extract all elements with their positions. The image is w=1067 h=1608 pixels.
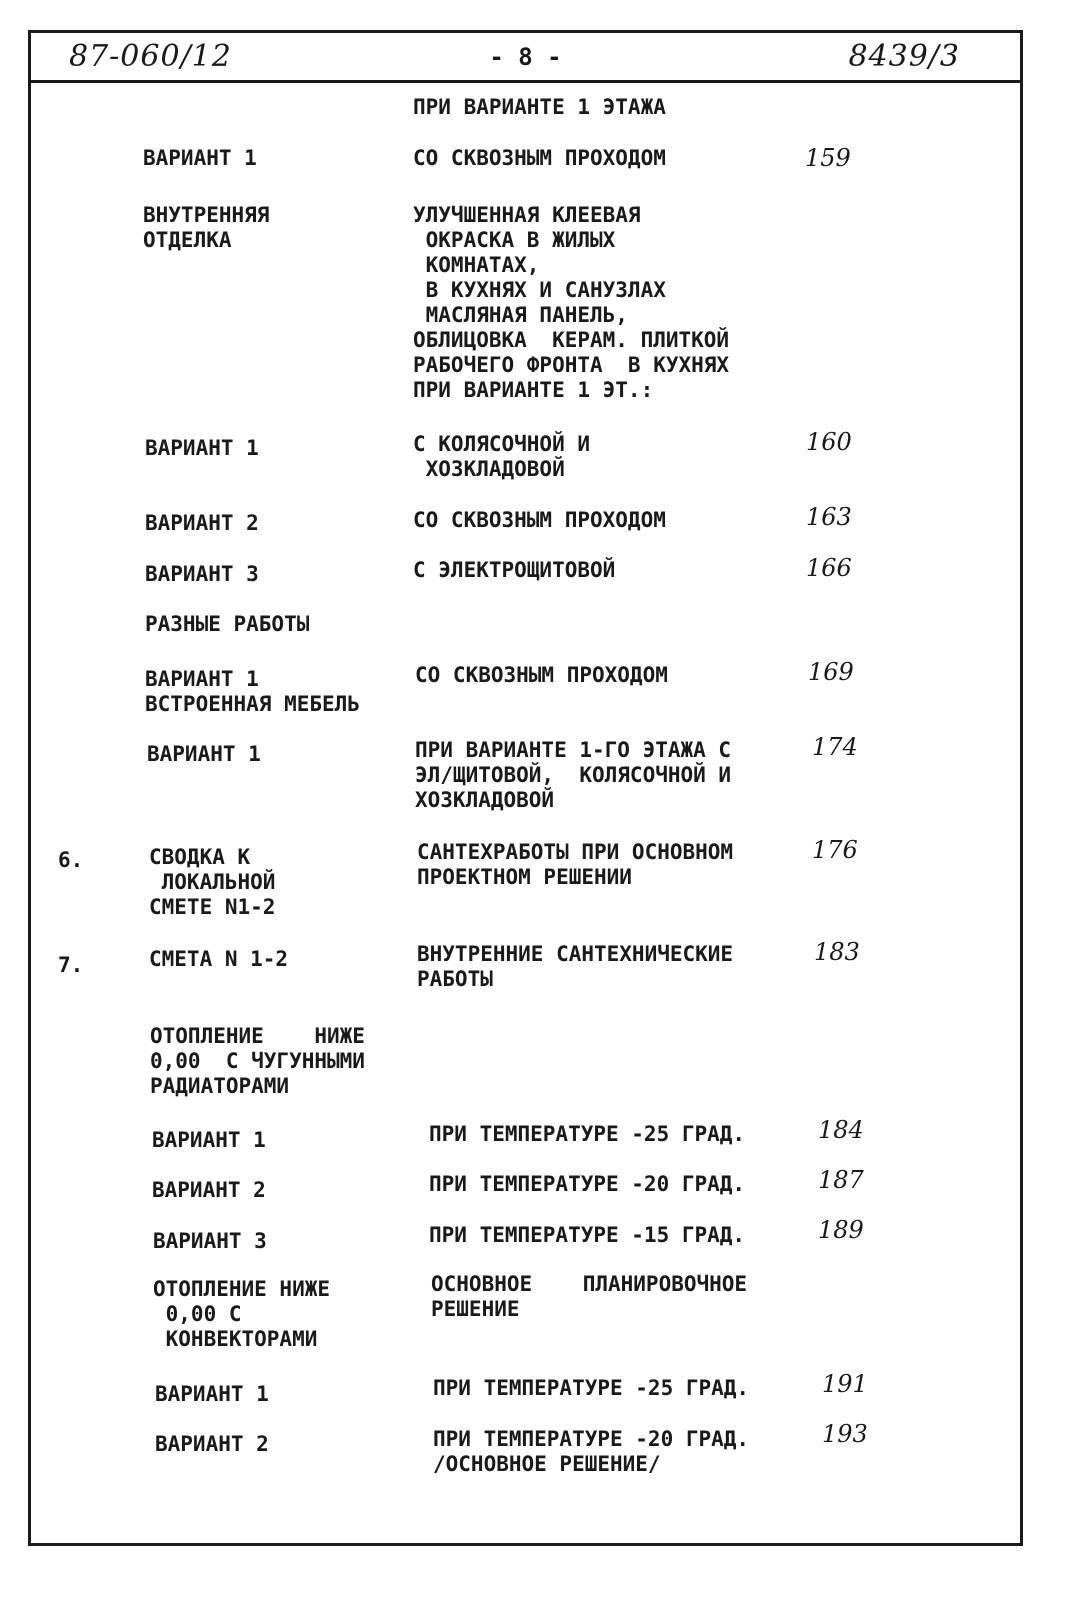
row-16-description: ПРИ ТЕМПЕРАТУРЕ -25 ГРАД. — [433, 1376, 750, 1400]
row-14-description: ПРИ ТЕМПЕРАТУРЕ -15 ГРАД. — [429, 1223, 746, 1247]
row-10-page: 183 — [814, 938, 860, 966]
row-7-page: 169 — [808, 658, 854, 686]
row-5-page: 166 — [806, 554, 852, 582]
row-8-page: 174 — [812, 733, 858, 761]
row-13-page: 187 — [818, 1166, 864, 1194]
row-3-page: 160 — [806, 428, 852, 456]
row-3-label: ВАРИАНТ 1 — [145, 436, 259, 460]
row-13-description: ПРИ ТЕМПЕРАТУРЕ -20 ГРАД. — [429, 1172, 746, 1196]
document-code: 87-060/12 — [69, 39, 232, 74]
row-17-description: ПРИ ТЕМПЕРАТУРЕ -20 ГРАД. /ОСНОВНОЕ РЕШЕНИЕ/ — [433, 1427, 750, 1476]
row-9-description: САНТЕХРАБОТЫ ПРИ ОСНОВНОМ ПРОЕКТНОМ РЕШЕНИИ — [417, 840, 734, 889]
row-7-label: ВАРИАНТ 1 ВСТРОЕННАЯ МЕБЕЛЬ — [145, 667, 360, 716]
row-14-page: 189 — [818, 1216, 864, 1244]
row-15-label: ОТОПЛЕНИЕ НИЖЕ 0,00 С КОНВЕКТОРАМИ — [153, 1277, 331, 1351]
row-9-number: 6. — [58, 848, 84, 872]
page-header — [31, 33, 1020, 83]
row-5-label: ВАРИАНТ 3 — [145, 562, 259, 586]
row-4-label: ВАРИАНТ 2 — [145, 511, 259, 535]
row-12-description: ПРИ ТЕМПЕРАТУРЕ -25 ГРАД. — [429, 1122, 746, 1146]
row-2-description: УЛУЧШЕННАЯ КЛЕЕВАЯ ОКРАСКА В ЖИЛЫХ КОМНАТАХ, В КУХНЯХ И САНУЗЛАХ МАСЛЯНАЯ ПАНЕЛЬ, ОБЛИЦОВКА КЕРАМ. ПЛИТКОЙ РАБОЧЕГО ФРОНТА В КУХНЯХ ПРИ ВАРИАНТЕ 1 ЭТ.: — [413, 203, 730, 402]
page-number: - 8 - — [489, 43, 562, 71]
row-16-label: ВАРИАНТ 1 — [155, 1382, 269, 1406]
row-1-page: 159 — [805, 144, 851, 172]
row-14-label: ВАРИАНТ 3 — [153, 1229, 267, 1253]
row-15-description: ОСНОВНОЕ ПЛАНИРОВОЧНОЕ РЕШЕНИЕ — [431, 1272, 748, 1321]
row-10-description: ВНУТРЕННИЕ САНТЕХНИЧЕСКИЕ РАБОТЫ — [417, 942, 734, 991]
row-11-label: ОТОПЛЕНИЕ НИЖЕ 0,00 С ЧУГУННЫМИ РАДИАТОРАМИ — [150, 1024, 365, 1098]
row-7-description: СО СКВОЗНЫМ ПРОХОДОМ — [415, 663, 668, 687]
row-8-label: ВАРИАНТ 1 — [147, 742, 261, 766]
row-8-description: ПРИ ВАРИАНТЕ 1-ГО ЭТАЖА С ЭЛ/ЩИТОВОЙ, КОЛЯСОЧНОЙ И ХОЗКЛАДОВОЙ — [415, 738, 732, 812]
row-17-label: ВАРИАНТ 2 — [155, 1432, 269, 1456]
row-10-label: СМЕТА N 1-2 — [149, 947, 289, 971]
row-2-label: ВНУТРЕННЯЯ ОТДЕЛКА — [143, 203, 270, 252]
row-1-description: СО СКВОЗНЫМ ПРОХОДОМ — [413, 146, 666, 170]
archive-code: 8439/3 — [848, 39, 960, 74]
row-4-description: СО СКВОЗНЫМ ПРОХОДОМ — [413, 508, 666, 532]
row-12-page: 184 — [818, 1116, 864, 1144]
row-9-page: 176 — [812, 836, 858, 864]
row-5-description: С ЭЛЕКТРОЩИТОВОЙ — [413, 558, 616, 582]
row-0-description: ПРИ ВАРИАНТЕ 1 ЭТАЖА — [413, 95, 666, 119]
row-4-page: 163 — [806, 503, 852, 531]
row-1-label: ВАРИАНТ 1 — [143, 146, 257, 170]
row-16-page: 191 — [822, 1370, 868, 1398]
row-6-label: РАЗНЫЕ РАБОТЫ — [145, 612, 310, 636]
row-13-label: ВАРИАНТ 2 — [152, 1178, 266, 1202]
row-17-page: 193 — [822, 1420, 868, 1448]
row-12-label: ВАРИАНТ 1 — [152, 1128, 266, 1152]
row-10-number: 7. — [58, 953, 84, 977]
row-3-description: С КОЛЯСОЧНОЙ И ХОЗКЛАДОВОЙ — [413, 432, 591, 481]
row-9-label: СВОДКА К ЛОКАЛЬНОЙ СМЕТЕ N1-2 — [149, 845, 276, 919]
